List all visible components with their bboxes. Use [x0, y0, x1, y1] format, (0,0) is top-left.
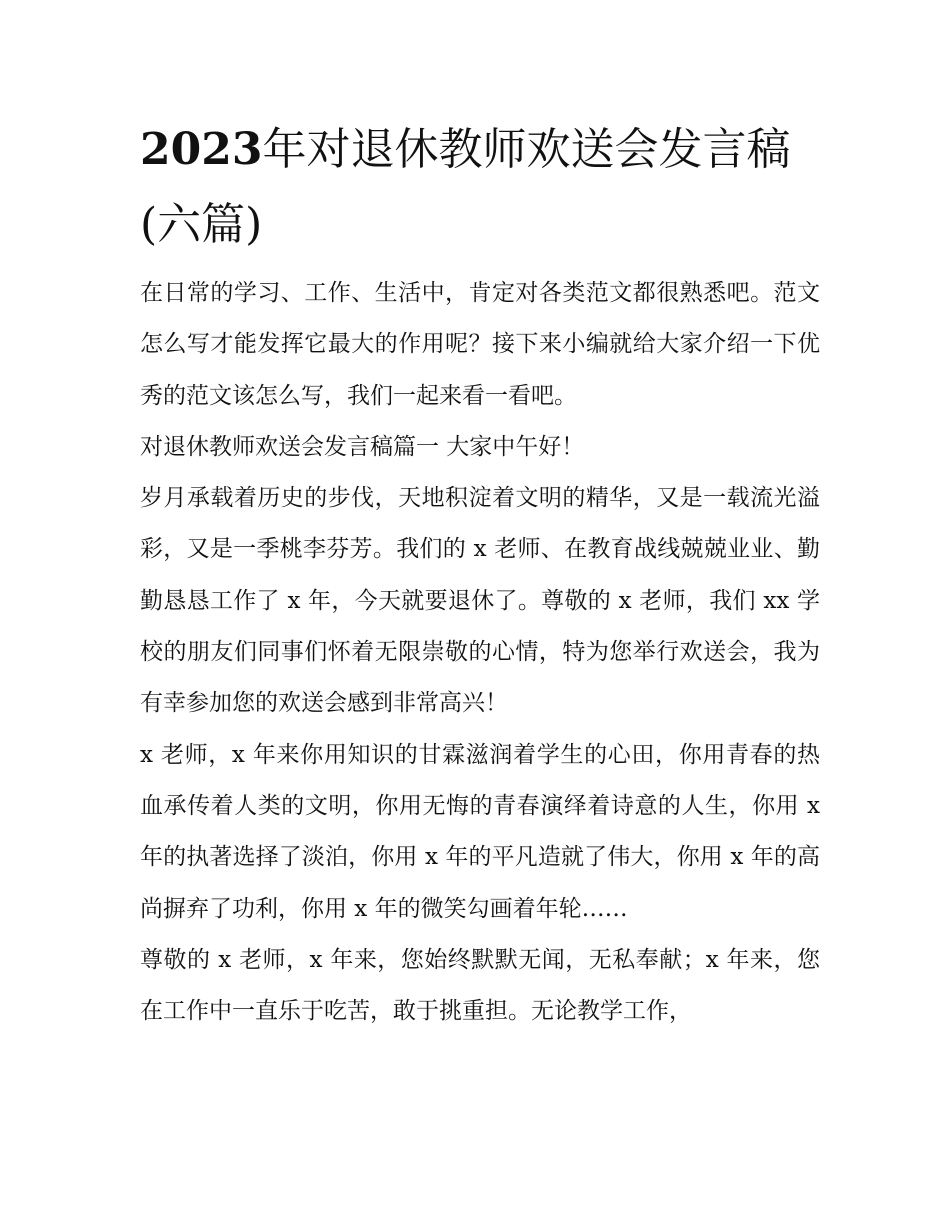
document-content [140, 112, 820, 1037]
paragraph-body: 岁月承载着历史的步伐，天地积淀着文明的精华，又是一载流光溢彩，又是一季桃李芬芳。我们的 x 老师、在教育战线兢兢业业、勤勤恳恳工作了 x 年，今天就要退休了。尊敬的 x 老师，我们 xx 学校的朋友们同事们怀着无限崇敬的心情，特为您举行欢送会，我为有幸参加您的欢送会感到非常高兴！ [140, 485, 820, 717]
paragraph-section-heading: 对退休教师欢送会发言稿篇一 大家中午好！ [140, 433, 585, 460]
document-title [140, 112, 820, 262]
title-text: 年对退休教师欢送会发言稿(六篇) [140, 124, 791, 250]
paragraph-body: 尊敬的 x 老师，x 年来，您始终默默无闻，无私奉献；x 年来，您在工作中一直乐于吃苦，敢于挑重担。无论教学工作， [140, 946, 820, 1025]
title-year: 2023 [140, 124, 263, 175]
paragraph-body: x 老师，x 年来你用知识的甘霖滋润着学生的心田，你用青春的热血承传着人类的文明，你用无悔的青春演绎着诗意的人生，你用 x 年的执著选择了淡泊，你用 x 年的平凡造就了伟大，你用 x 年的高尚摒弃了功利，你用 x 年的微笑勾画着年轮…… [140, 741, 820, 922]
document-body [140, 268, 820, 1037]
paragraph-intro: 在日常的学习、工作、生活中，肯定对各类范文都很熟悉吧。范文怎么写才能发挥它最大的作用呢？接下来小编就给大家介绍一下优秀的范文该怎么写，我们一起来看一看吧。 [140, 280, 820, 409]
